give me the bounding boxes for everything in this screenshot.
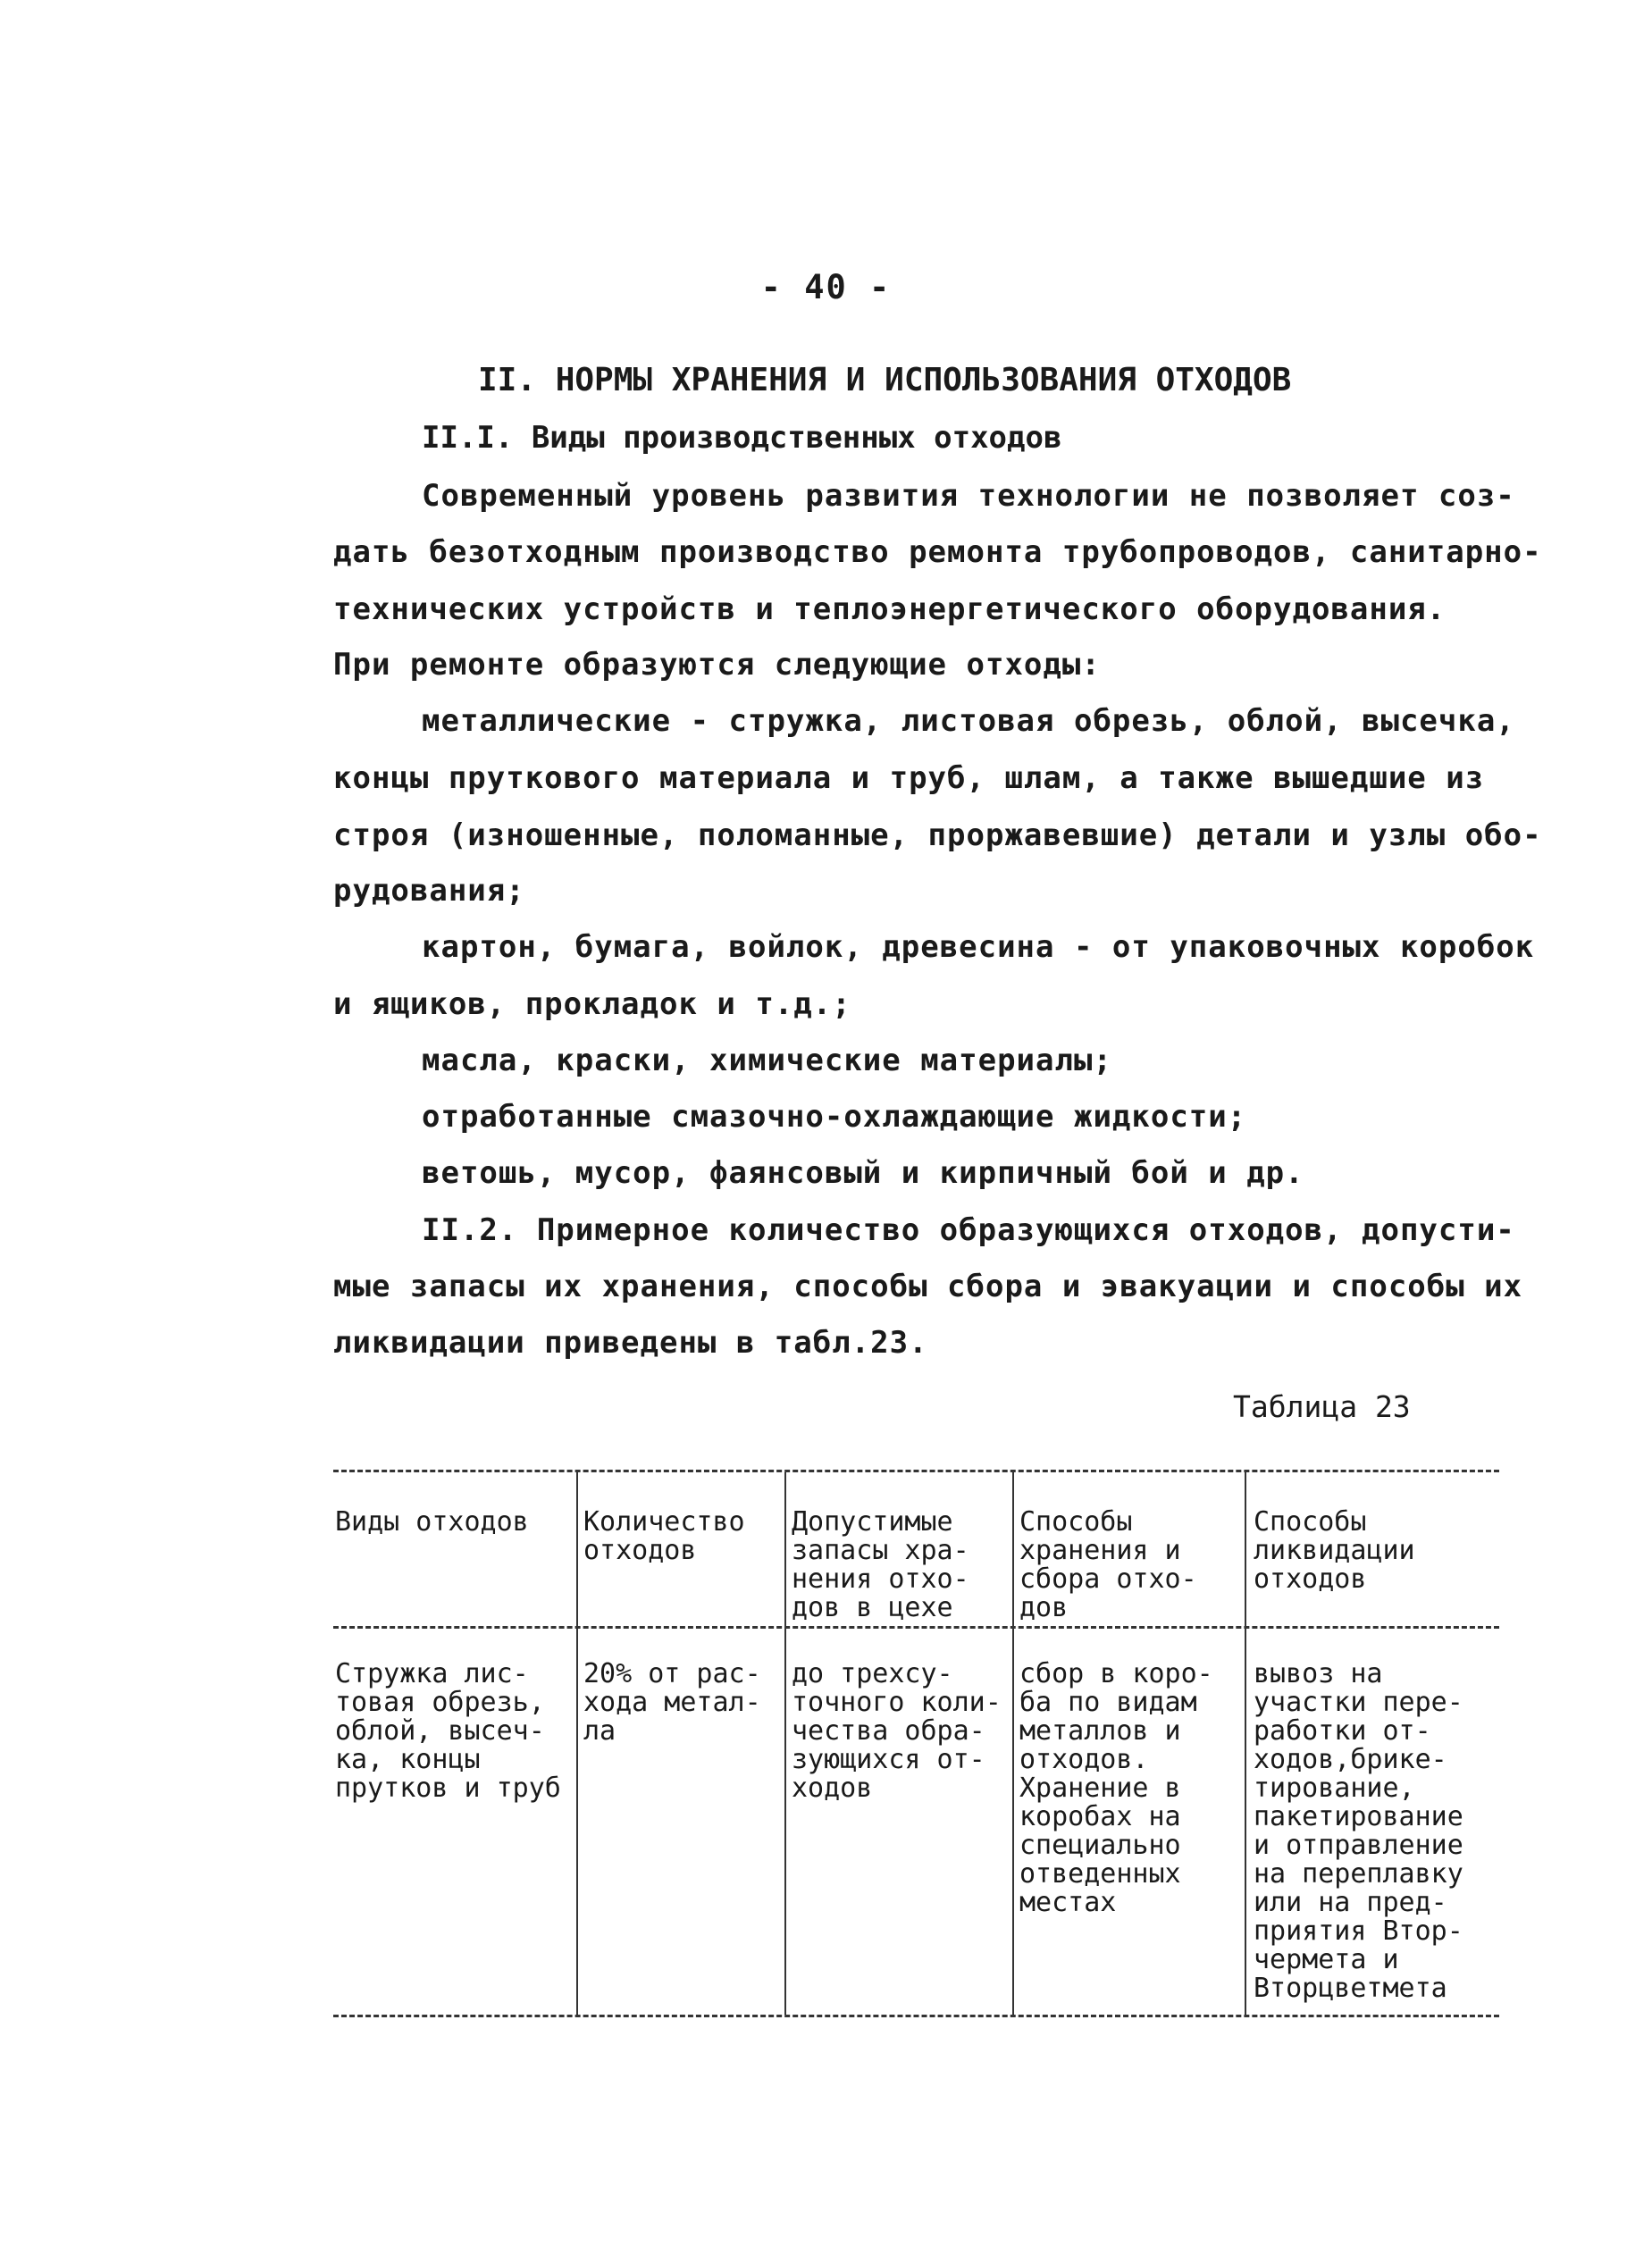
paragraph-line: мые запасы их хранения, способы сбора и эвакуации и способы их [333,1269,1523,1304]
paragraph-line: рудования; [333,873,525,909]
paragraph-line: Современный уровень развития технологии не позволяет соз- [422,478,1515,514]
section-heading: II. НОРМЫ ХРАНЕНИЯ И ИСПОЛЬЗОВАНИЯ ОТХОДОВ [478,362,1292,398]
paragraph-line: металлические - стружка, листовая обрезь, облой, высечка, [422,703,1515,739]
table-cell: Стружка лис- товая обрезь, облой, высеч- ка, концы прутков и труб [335,1658,561,1804]
table-cell: вывоз на участки пере- работки от- ходов,брике- тирование, пакетирование и отправление на переплавку или на пред- приятия Втор- чермета и Вторцветмета [1254,1658,1463,2004]
table-cell: 20% от рас- хода метал- ла [583,1658,761,1747]
table-header-cell: Количество отходов [583,1506,745,1566]
table-header-cell: Способы хранения и сбора отхо- дов [1019,1506,1197,1623]
paragraph-line: картон, бумага, войлок, древесина - от упаковочных коробок [422,929,1535,965]
table-header-cell: Виды отходов [335,1506,529,1538]
column-divider [1245,1472,1246,2015]
paragraph-line: строя (изношенные, поломанные, проржавевшие) детали и узлы обо- [333,817,1542,853]
column-divider [784,1472,786,2015]
waste-table [333,1470,1499,2017]
table-caption: Таблица 23 [1233,1389,1411,1424]
subsection-heading: II.I. Виды производственных отходов [422,420,1062,456]
column-divider [1012,1472,1014,2015]
paragraph-line: отработанные смазочно-охлаждающие жидкости; [422,1099,1247,1135]
paragraph-line: ветошь, мусор, фаянсовый и кирпичный бой и др. [422,1155,1304,1191]
paragraph-line: При ремонте образуются следующие отходы: [333,647,1101,683]
table-cell: сбор в коро- ба по видам металлов и отходов. Хранение в коробах на специально отведенных местах [1019,1658,1213,1918]
table-header-cell: Допустимые запасы хра- нения отхо- дов в цехе [792,1506,969,1623]
header-separator [333,1626,1499,1629]
table-cell: до трехсу- точного коли- чества обра- зующихся от- ходов [792,1658,1002,1804]
page-number: - 40 - [760,268,892,306]
paragraph-line: II.2. Примерное количество образующихся отходов, допусти- [422,1212,1515,1248]
paragraph-line: и ящиков, прокладок и т.д.; [333,986,851,1022]
paragraph-line: масла, краски, химические материалы; [422,1043,1112,1078]
table-header-cell: Способы ликвидации отходов [1254,1506,1415,1595]
column-divider [576,1472,578,2015]
paragraph-line: концы пруткового материала и труб, шлам, а также вышедшие из [333,760,1485,796]
paragraph-line: технических устройств и теплоэнергетического оборудования. [333,591,1447,627]
paragraph-line: дать безотходным производство ремонта трубопроводов, санитарно- [333,534,1542,570]
paragraph-line: ликвидации приведены в табл.23. [333,1325,928,1361]
